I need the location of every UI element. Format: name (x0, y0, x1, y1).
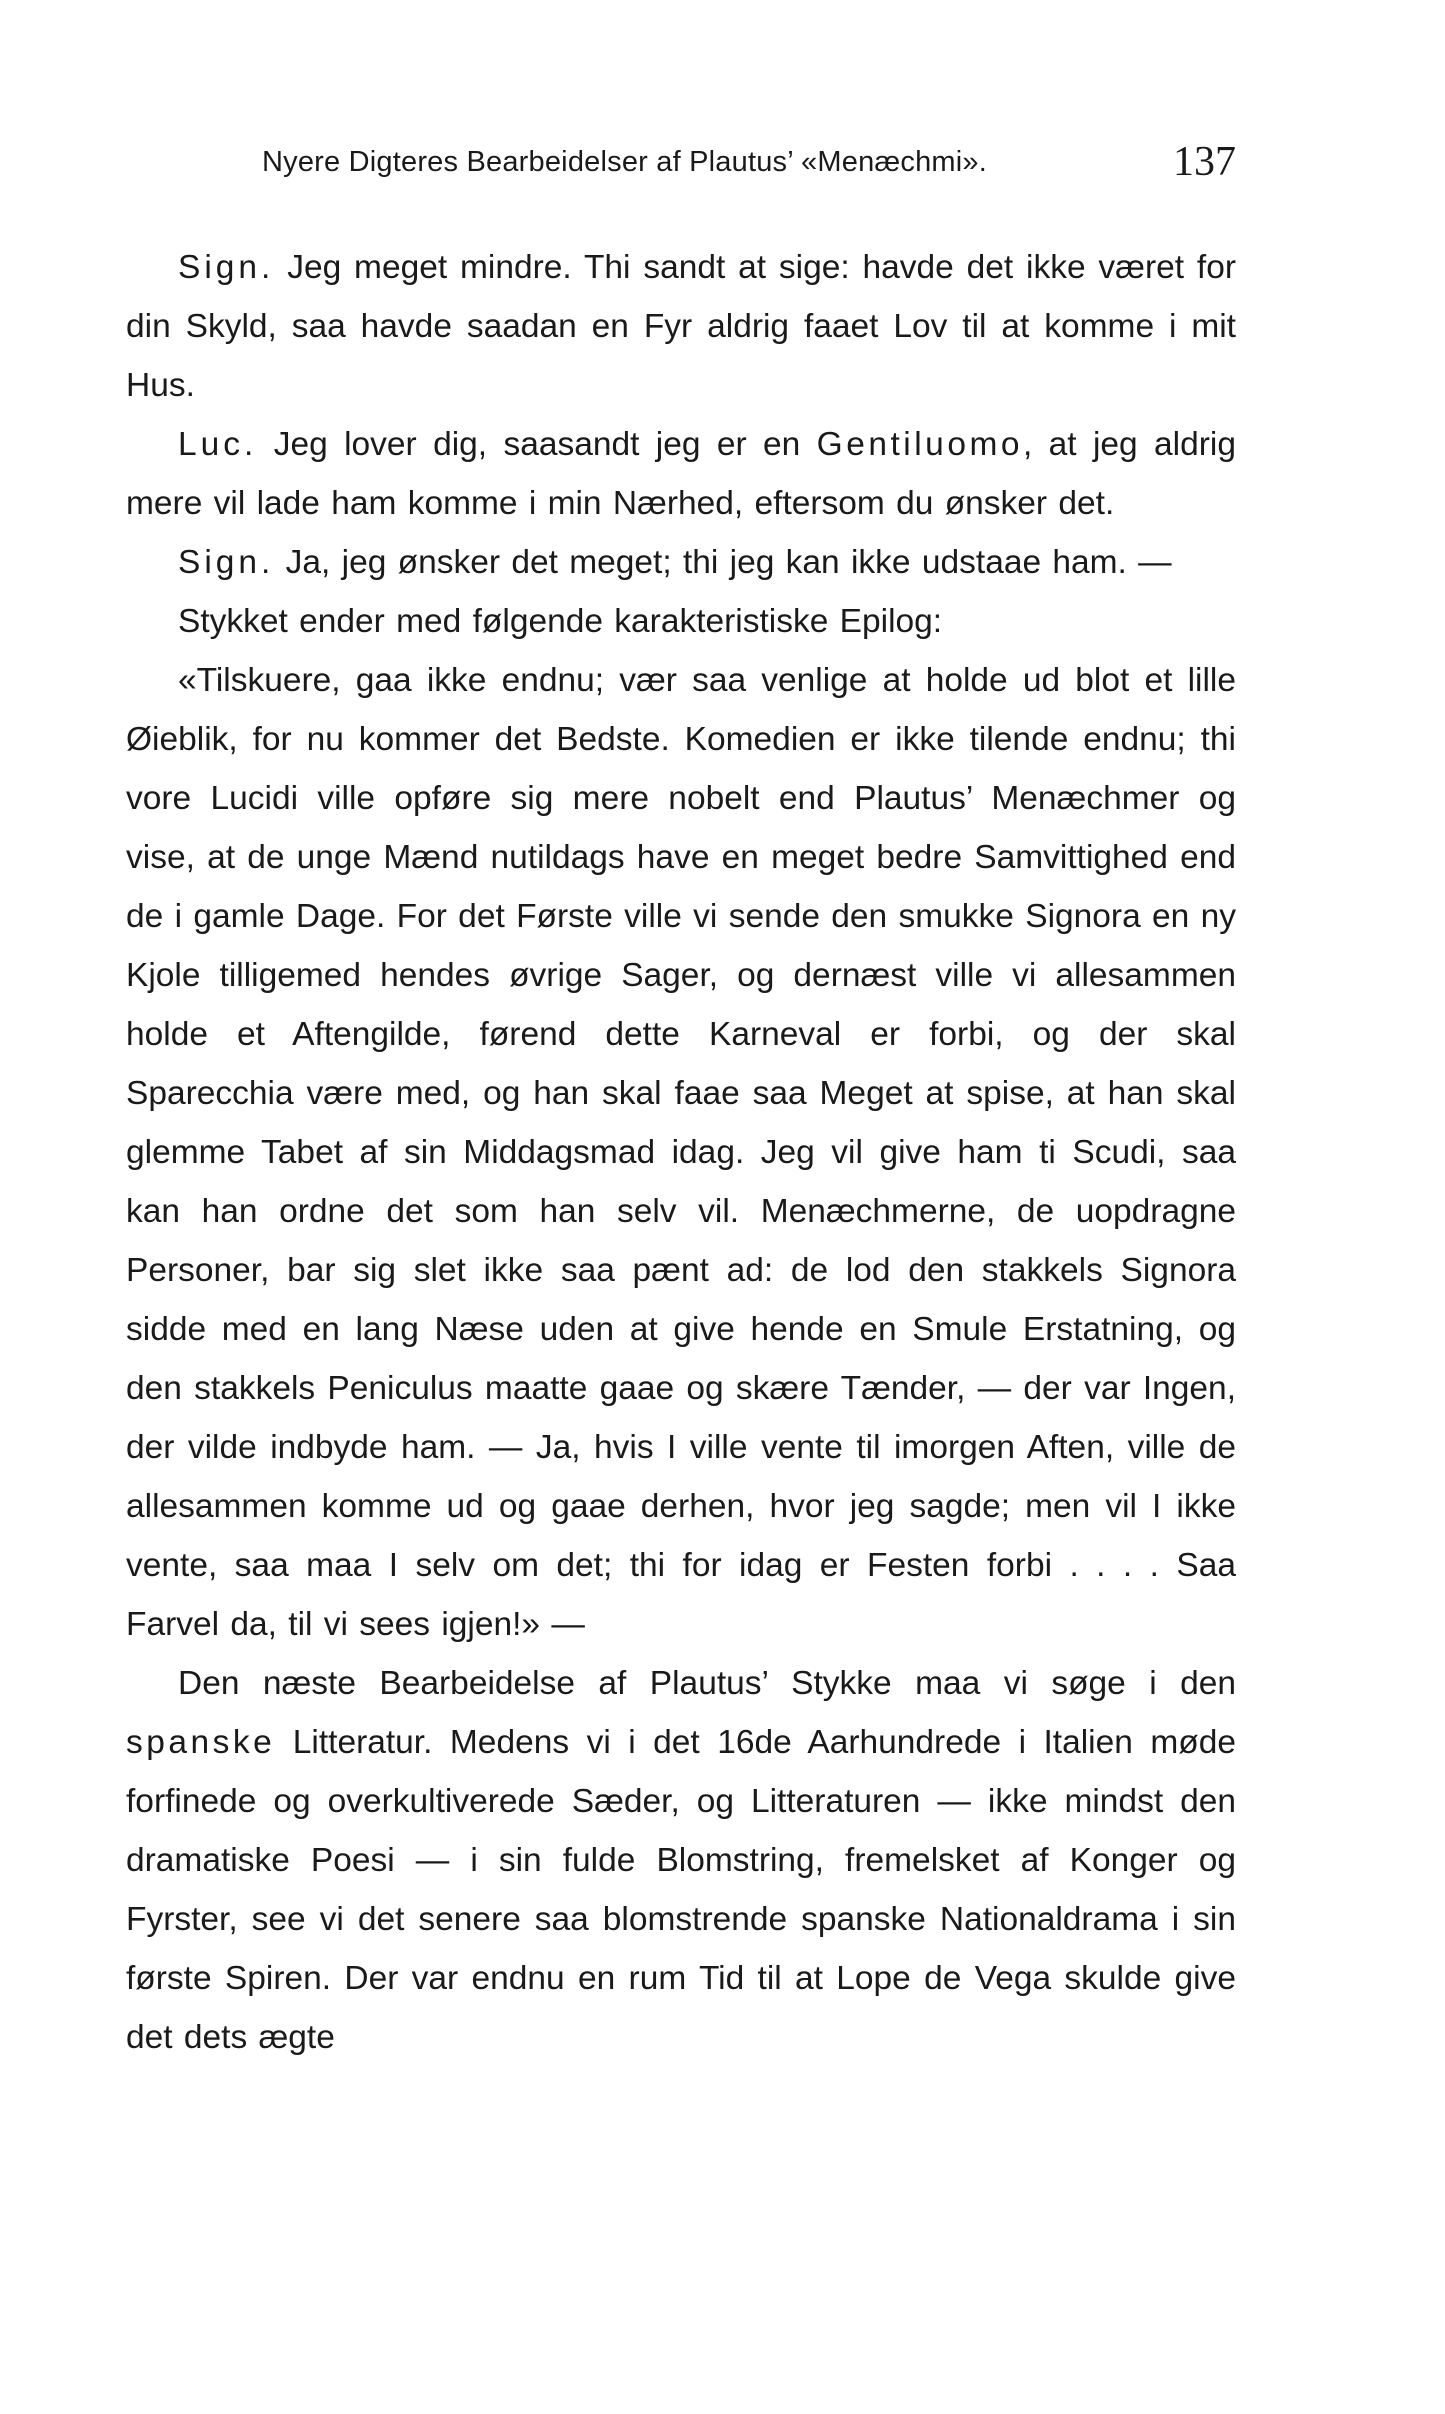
dialogue-text-end: , at jeg aldrig mere vil lade ham komme i min Nærhed, eftersom du ønsker det. (126, 426, 1236, 522)
dialogue-text: Ja, jeg ønsker det meget; thi jeg kan ikke udstaae ham. — (285, 544, 1172, 581)
dialogue-line-lucido (126, 415, 1236, 533)
running-head (126, 138, 1236, 188)
epilog-intro: Stykket ender med følgende karakteristiske Epilog: (178, 603, 943, 640)
epilog-quote: «Tilskuere, gaa ikke endnu; vær saa venlige at holde ud blot et lille Øieblik, for nu kommer det Bedste. Komedien er ikke tilende endnu; thi vore Lucidi ville opføre sig mere nobelt end Plautus’ Menæchmer og vise, at de unge Mænd nutildags have en meget bedre Samvittighed end de i gamle Dage. For det Første ville vi sende den smukke Signora en ny Kjole tilligemed hendes øvrige Sager, og dernæst ville vi allesammen holde et Aftengilde, førend dette Karneval er forbi, og der skal Sparecchia være med, og han skal faae saa Meget at spise, at han skal glemme Tabet af sin Middagsmad idag. Jeg vil give ham ti Scudi, saa kan han ordne det som han selv vil. Menæchmerne, de uopdragne Personer, bar sig slet ikke saa pænt ad: de lod den stakkels Signora sidde med en lang Næse uden at give hende en Smule Erstatning, og den stakkels Peniculus maatte gaae og skære Tænder, — der var Ingen, der vilde indbyde ham. — Ja, hvis I ville vente til imorgen Aften, ville de allesammen komme ud og gaae derhen, hvor jeg sagde; men vil I ikke vente, saa maa I selv om det; thi for idag er Festen forbi . . . . Saa Farvel da, til vi sees igjen!» — (126, 662, 1236, 1643)
dialogue-line-signora-2 (126, 533, 1236, 592)
page-number: 137 (1173, 139, 1236, 185)
dialogue-text: Jeg meget mindre. Thi sandt at sige: havde det ikke været for din Skyld, saa havde saadan en Fyr aldrig faaet Lov til at komme i mit Hus. (126, 249, 1236, 404)
speaker-label: Luc. (178, 426, 258, 463)
dialogue-text-start: Jeg lover dig, saasandt jeg er en (273, 426, 817, 463)
book-page (126, 0, 1236, 2414)
speaker-label: Sign. (178, 544, 275, 581)
paragraph-text-start: Den næste Bearbeidelse af Plautus’ Stykke maa vi søge i den (178, 1665, 1236, 1702)
body-paragraph-spanish (126, 1654, 1236, 2067)
spaced-word: Gentiluomo (816, 426, 1023, 463)
body-text (126, 238, 1236, 2067)
spaced-word: spanske (126, 1724, 276, 1761)
dialogue-line-signora-1 (126, 238, 1236, 415)
paragraph-text-end: Litteratur. Medens vi i det 16de Aarhundrede i Italien møde forfinede og overkultiverede Sæder, og Litteraturen — ikke mindst den dramatiske Poesi — i sin fulde Blomstring, fremelsket af Konger og Fyrster, see vi det senere saa blomstrende spanske Nationaldrama i sin første Spiren. Der var endnu en rum Tid til at Lope de Vega skulde give det dets ægte (126, 1724, 1236, 2056)
speaker-label: Sign. (178, 249, 275, 286)
running-head-title: Nyere Digteres Bearbeidelser af Plautus’ «Menæchmi». (262, 146, 987, 178)
